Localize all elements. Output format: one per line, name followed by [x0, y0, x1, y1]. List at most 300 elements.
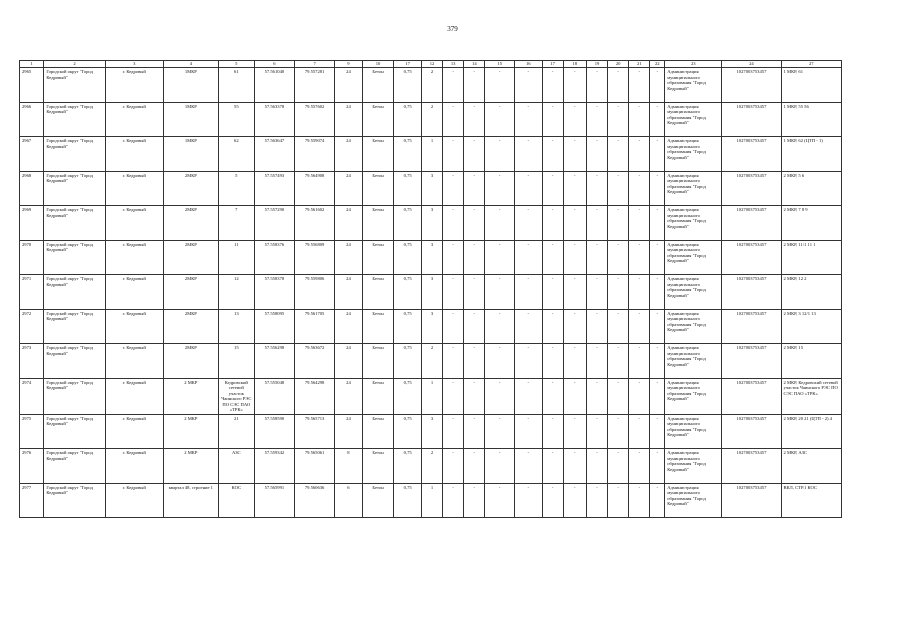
empty-value-cell: - — [608, 449, 629, 484]
latitude-cell: 57.558590 — [254, 414, 294, 449]
longitude-cell: 79.559074 — [295, 137, 335, 172]
table-row — [20, 137, 842, 172]
area-cell: 24 — [335, 309, 363, 344]
column-header: 15 — [485, 61, 515, 68]
column-header: 5 — [218, 61, 254, 68]
empty-value-cell: - — [485, 68, 515, 103]
district-cell: Городской округ "Город Кедровый" — [44, 240, 105, 275]
empty-value-cell: - — [608, 414, 629, 449]
location-cell: 2МКР — [163, 309, 218, 344]
row-number-cell: 2972 — [20, 309, 44, 344]
empty-value-cell: - — [586, 275, 607, 310]
longitude-cell: 79.556809 — [295, 240, 335, 275]
empty-value-cell: - — [629, 378, 650, 414]
object-cell: 61 — [218, 68, 254, 103]
empty-value-cell: - — [443, 344, 464, 379]
owner-cell: Администрация муниципального образования "Город Кедровый" — [665, 449, 722, 484]
owner-cell: Администрация муниципального образования "Город Кедровый" — [665, 309, 722, 344]
owner-cell: Администрация муниципального образования "Город Кедровый" — [665, 206, 722, 241]
empty-value-cell: - — [608, 240, 629, 275]
latitude-cell: 57.563647 — [254, 137, 294, 172]
empty-value-cell: - — [542, 171, 563, 206]
empty-value-cell: - — [464, 309, 485, 344]
district-cell: Городской округ "Город Кедровый" — [44, 449, 105, 484]
location-cell: 1МКР — [163, 137, 218, 172]
empty-value-cell: - — [586, 378, 607, 414]
empty-value-cell: - — [485, 206, 515, 241]
empty-value-cell: - — [629, 206, 650, 241]
empty-value-cell: - — [650, 68, 665, 103]
material-cell: Бетон — [362, 378, 394, 414]
area-cell: 24 — [335, 414, 363, 449]
ogrn-cell: 1027003753457 — [722, 275, 781, 310]
city-cell: г. Кедровый — [105, 414, 163, 449]
empty-value-cell: - — [586, 68, 607, 103]
empty-value-cell: - — [608, 309, 629, 344]
empty-value-cell: - — [650, 378, 665, 414]
object-cell: 62 — [218, 137, 254, 172]
district-cell: Городской округ "Город Кедровый" — [44, 483, 105, 518]
table-row — [20, 309, 842, 344]
object-cell: Кедровский сетевой участок Чаинского РЭС ПО СЭС ПАО «ТРК» — [218, 378, 254, 414]
ogrn-cell: 1027003753457 — [722, 378, 781, 414]
served-address-cell: 1 МКР, 55 56 — [781, 102, 841, 137]
city-cell: г. Кедровый — [105, 206, 163, 241]
object-cell: 11 — [218, 240, 254, 275]
container-count-cell: 3 — [421, 275, 442, 310]
longitude-cell: 79.561705 — [295, 309, 335, 344]
empty-value-cell: - — [542, 309, 563, 344]
owner-cell: Администрация муниципального образования "Город Кедровый" — [665, 137, 722, 172]
empty-value-cell: - — [443, 137, 464, 172]
container-count-cell: 3 — [421, 309, 442, 344]
area-cell: 24 — [335, 344, 363, 379]
empty-value-cell: - — [515, 483, 543, 518]
material-cell: Бетон — [362, 240, 394, 275]
empty-value-cell: - — [464, 483, 485, 518]
area-cell: 24 — [335, 206, 363, 241]
empty-value-cell: - — [542, 68, 563, 103]
page-number: 379 — [447, 25, 458, 33]
row-number-cell: 2969 — [20, 206, 44, 241]
column-header: 1 — [20, 61, 44, 68]
object-cell: 21 — [218, 414, 254, 449]
area-cell: 24 — [335, 378, 363, 414]
served-address-cell: 1 МКР, 62 (ЦТП - 1) — [781, 137, 841, 172]
volume-cell: 0,75 — [394, 414, 422, 449]
material-cell: Бетон — [362, 206, 394, 241]
empty-value-cell: - — [629, 414, 650, 449]
location-cell: квартал 48, строение 1 — [163, 483, 218, 518]
location-cell: 2 МКР — [163, 449, 218, 484]
location-cell: 2 МКР — [163, 378, 218, 414]
ogrn-cell: 1027003753457 — [722, 206, 781, 241]
container-count-cell: 3 — [421, 171, 442, 206]
object-cell: КОС — [218, 483, 254, 518]
material-cell: Бетон — [362, 137, 394, 172]
latitude-cell: 57.558376 — [254, 240, 294, 275]
empty-value-cell: - — [485, 240, 515, 275]
district-cell: Городской округ "Город Кедровый" — [44, 275, 105, 310]
empty-value-cell: - — [515, 68, 543, 103]
empty-value-cell: - — [608, 378, 629, 414]
empty-value-cell: - — [443, 68, 464, 103]
column-header: 16 — [515, 61, 543, 68]
empty-value-cell: - — [443, 171, 464, 206]
object-cell: 12 — [218, 275, 254, 310]
latitude-cell: 57.557290 — [254, 206, 294, 241]
empty-value-cell: - — [563, 68, 586, 103]
longitude-cell: 79.565061 — [295, 449, 335, 484]
empty-value-cell: - — [485, 483, 515, 518]
area-cell: 24 — [335, 240, 363, 275]
column-header: 3 — [105, 61, 163, 68]
empty-value-cell: - — [629, 171, 650, 206]
location-cell: 2МКР — [163, 171, 218, 206]
empty-value-cell: - — [515, 102, 543, 137]
row-number-cell: 2966 — [20, 102, 44, 137]
latitude-cell: 57.561040 — [254, 68, 294, 103]
table-row — [20, 240, 842, 275]
empty-value-cell: - — [515, 309, 543, 344]
container-count-cell: 2 — [421, 449, 442, 484]
owner-cell: Администрация муниципального образования "Город Кедровый" — [665, 344, 722, 379]
empty-value-cell: - — [608, 102, 629, 137]
city-cell: г. Кедровый — [105, 171, 163, 206]
table-row — [20, 449, 842, 484]
empty-value-cell: - — [563, 449, 586, 484]
empty-value-cell: - — [542, 102, 563, 137]
table-row — [20, 171, 842, 206]
city-cell: г. Кедровый — [105, 309, 163, 344]
empty-value-cell: - — [542, 275, 563, 310]
latitude-cell: 57.565991 — [254, 483, 294, 518]
latitude-cell: 57.559342 — [254, 449, 294, 484]
empty-value-cell: - — [629, 275, 650, 310]
material-cell: Бетон — [362, 483, 394, 518]
empty-value-cell: - — [515, 206, 543, 241]
owner-cell: Администрация муниципального образования "Город Кедровый" — [665, 414, 722, 449]
district-cell: Городской округ "Город Кедровый" — [44, 206, 105, 241]
empty-value-cell: - — [650, 483, 665, 518]
owner-cell: Администрация муниципального образования "Город Кедровый" — [665, 483, 722, 518]
column-header: 21 — [629, 61, 650, 68]
empty-value-cell: - — [515, 171, 543, 206]
empty-value-cell: - — [563, 414, 586, 449]
empty-value-cell: - — [650, 102, 665, 137]
ogrn-cell: 1027003753457 — [722, 483, 781, 518]
location-cell: 2МКР — [163, 240, 218, 275]
volume-cell: 0,75 — [394, 449, 422, 484]
empty-value-cell: - — [563, 171, 586, 206]
column-header: 6 — [254, 61, 294, 68]
container-count-cell: 1 — [421, 137, 442, 172]
empty-value-cell: - — [608, 137, 629, 172]
table-row — [20, 344, 842, 379]
city-cell: г. Кедровый — [105, 68, 163, 103]
owner-cell: Администрация муниципального образования "Город Кедровый" — [665, 171, 722, 206]
location-cell: 2МКР — [163, 275, 218, 310]
column-header: 23 — [665, 61, 722, 68]
city-cell: г. Кедровый — [105, 275, 163, 310]
column-header: 2 — [44, 61, 105, 68]
empty-value-cell: - — [608, 483, 629, 518]
row-number-cell: 2968 — [20, 171, 44, 206]
empty-value-cell: - — [563, 102, 586, 137]
volume-cell: 0,75 — [394, 68, 422, 103]
empty-value-cell: - — [542, 449, 563, 484]
empty-value-cell: - — [563, 378, 586, 414]
row-number-cell: 2970 — [20, 240, 44, 275]
column-header: 4 — [163, 61, 218, 68]
longitude-cell: 79.564908 — [295, 171, 335, 206]
served-address-cell: 2 МКР, Кедровский сетевой участок Чаинского РЭС ПО СЭС ПАО «ТРК» — [781, 378, 841, 414]
container-count-cell: 2 — [421, 344, 442, 379]
empty-value-cell: - — [608, 206, 629, 241]
longitude-cell: 79.560636 — [295, 483, 335, 518]
owner-cell: Администрация муниципального образования "Город Кедровый" — [665, 275, 722, 310]
empty-value-cell: - — [650, 171, 665, 206]
column-header: 13 — [443, 61, 464, 68]
empty-value-cell: - — [586, 309, 607, 344]
table-body — [20, 68, 842, 518]
area-cell: 6 — [335, 483, 363, 518]
district-cell: Городской округ "Город Кедровый" — [44, 378, 105, 414]
object-cell: 55 — [218, 102, 254, 137]
header-row — [20, 61, 842, 68]
location-cell: 2МКР — [163, 206, 218, 241]
object-cell: 15 — [218, 344, 254, 379]
row-number-cell: 2973 — [20, 344, 44, 379]
empty-value-cell: - — [485, 378, 515, 414]
owner-cell: Администрация муниципального образования "Город Кедровый" — [665, 378, 722, 414]
empty-value-cell: - — [650, 206, 665, 241]
column-header: 24 — [722, 61, 781, 68]
row-number-cell: 2971 — [20, 275, 44, 310]
column-header: 17 — [394, 61, 422, 68]
empty-value-cell: - — [563, 344, 586, 379]
empty-value-cell: - — [608, 275, 629, 310]
area-cell: 24 — [335, 68, 363, 103]
empty-value-cell: - — [650, 309, 665, 344]
container-count-cell: 1 — [421, 483, 442, 518]
city-cell: г. Кедровый — [105, 137, 163, 172]
longitude-cell: 79.561602 — [295, 206, 335, 241]
empty-value-cell: - — [464, 206, 485, 241]
city-cell: г. Кедровый — [105, 344, 163, 379]
ogrn-cell: 1027003753457 — [722, 414, 781, 449]
empty-value-cell: - — [464, 449, 485, 484]
served-address-cell: 2 МКР, 5 6 — [781, 171, 841, 206]
object-cell: 5 — [218, 171, 254, 206]
empty-value-cell: - — [586, 344, 607, 379]
latitude-cell: 57.555048 — [254, 378, 294, 414]
volume-cell: 0,75 — [394, 309, 422, 344]
location-cell: 1МКР — [163, 102, 218, 137]
empty-value-cell: - — [485, 449, 515, 484]
volume-cell: 0,75 — [394, 483, 422, 518]
column-header: 9 — [335, 61, 363, 68]
empty-value-cell: - — [485, 137, 515, 172]
empty-value-cell: - — [586, 449, 607, 484]
empty-value-cell: - — [485, 344, 515, 379]
row-number-cell: 2974 — [20, 378, 44, 414]
owner-cell: Администрация муниципального образования "Город Кедровый" — [665, 240, 722, 275]
empty-value-cell: - — [608, 68, 629, 103]
district-cell: Городской округ "Город Кедровый" — [44, 137, 105, 172]
latitude-cell: 57.563378 — [254, 102, 294, 137]
container-count-cell: 3 — [421, 206, 442, 241]
empty-value-cell: - — [464, 275, 485, 310]
served-address-cell: 2 МКР, 3 12/1 13 — [781, 309, 841, 344]
ogrn-cell: 1027003753457 — [722, 137, 781, 172]
ogrn-cell: 1027003753457 — [722, 102, 781, 137]
empty-value-cell: - — [464, 414, 485, 449]
column-header: 17 — [542, 61, 563, 68]
city-cell: г. Кедровый — [105, 378, 163, 414]
empty-value-cell: - — [443, 414, 464, 449]
material-cell: Бетон — [362, 414, 394, 449]
ogrn-cell: 1027003753457 — [722, 344, 781, 379]
served-address-cell: 2 МКР, 15 — [781, 344, 841, 379]
empty-value-cell: - — [563, 309, 586, 344]
empty-value-cell: - — [563, 483, 586, 518]
empty-value-cell: - — [563, 206, 586, 241]
volume-cell: 0,75 — [394, 102, 422, 137]
empty-value-cell: - — [629, 449, 650, 484]
empty-value-cell: - — [586, 206, 607, 241]
empty-value-cell: - — [629, 102, 650, 137]
empty-value-cell: - — [515, 414, 543, 449]
material-cell: Бетон — [362, 102, 394, 137]
served-address-cell: 2 МКР, 7 8 9 — [781, 206, 841, 241]
empty-value-cell: - — [515, 137, 543, 172]
column-header: 14 — [464, 61, 485, 68]
volume-cell: 0,75 — [394, 275, 422, 310]
empty-value-cell: - — [586, 483, 607, 518]
empty-value-cell: - — [650, 414, 665, 449]
empty-value-cell: - — [464, 171, 485, 206]
empty-value-cell: - — [515, 344, 543, 379]
empty-value-cell: - — [443, 275, 464, 310]
location-cell: 2МКР — [163, 344, 218, 379]
area-cell: 24 — [335, 275, 363, 310]
empty-value-cell: - — [608, 344, 629, 379]
empty-value-cell: - — [515, 378, 543, 414]
column-header: 22 — [650, 61, 665, 68]
empty-value-cell: - — [629, 137, 650, 172]
empty-value-cell: - — [485, 275, 515, 310]
empty-value-cell: - — [443, 449, 464, 484]
empty-value-cell: - — [542, 137, 563, 172]
empty-value-cell: - — [443, 378, 464, 414]
empty-value-cell: - — [586, 240, 607, 275]
row-number-cell: 2975 — [20, 414, 44, 449]
row-number-cell: 2967 — [20, 137, 44, 172]
column-header: 7 — [295, 61, 335, 68]
empty-value-cell: - — [515, 240, 543, 275]
empty-value-cell: - — [464, 344, 485, 379]
empty-value-cell: - — [485, 414, 515, 449]
empty-value-cell: - — [464, 137, 485, 172]
object-cell: 13 — [218, 309, 254, 344]
served-address-cell: 2 МКР, 12 2 — [781, 275, 841, 310]
column-header: 20 — [608, 61, 629, 68]
empty-value-cell: - — [650, 275, 665, 310]
container-count-cell: 1 — [421, 378, 442, 414]
longitude-cell: 79.563672 — [295, 344, 335, 379]
empty-value-cell: - — [586, 137, 607, 172]
column-header: 27 — [781, 61, 841, 68]
object-cell: 7 — [218, 206, 254, 241]
column-header: 10 — [362, 61, 394, 68]
location-cell: 2 МКР — [163, 414, 218, 449]
empty-value-cell: - — [542, 483, 563, 518]
empty-value-cell: - — [650, 449, 665, 484]
empty-value-cell: - — [629, 344, 650, 379]
empty-value-cell: - — [464, 102, 485, 137]
empty-value-cell: - — [542, 240, 563, 275]
empty-value-cell: - — [586, 102, 607, 137]
empty-value-cell: - — [443, 102, 464, 137]
material-cell: Бетон — [362, 344, 394, 379]
area-cell: 24 — [335, 102, 363, 137]
empty-value-cell: - — [629, 309, 650, 344]
latitude-cell: 57.556298 — [254, 344, 294, 379]
empty-value-cell: - — [542, 378, 563, 414]
empty-value-cell: - — [443, 309, 464, 344]
area-cell: 24 — [335, 137, 363, 172]
material-cell: Бетон — [362, 309, 394, 344]
longitude-cell: 79.557602 — [295, 102, 335, 137]
area-cell: 8 — [335, 449, 363, 484]
empty-value-cell: - — [443, 240, 464, 275]
area-cell: 24 — [335, 171, 363, 206]
district-cell: Городской округ "Город Кедровый" — [44, 102, 105, 137]
location-cell: 1МКР — [163, 68, 218, 103]
empty-value-cell: - — [629, 483, 650, 518]
empty-value-cell: - — [629, 240, 650, 275]
district-cell: Городской округ "Город Кедровый" — [44, 68, 105, 103]
latitude-cell: 57.557493 — [254, 171, 294, 206]
register-table — [19, 60, 842, 518]
volume-cell: 0,75 — [394, 171, 422, 206]
empty-value-cell: - — [464, 68, 485, 103]
empty-value-cell: - — [464, 378, 485, 414]
container-count-cell: 2 — [421, 68, 442, 103]
ogrn-cell: 1027003753457 — [722, 68, 781, 103]
empty-value-cell: - — [563, 275, 586, 310]
table-row — [20, 68, 842, 103]
empty-value-cell: - — [515, 275, 543, 310]
served-address-cell: 1 МКР, 61 — [781, 68, 841, 103]
table-row — [20, 483, 842, 518]
container-count-cell: 3 — [421, 240, 442, 275]
served-address-cell: ВКЛ, СТР.1 КОС — [781, 483, 841, 518]
city-cell: г. Кедровый — [105, 449, 163, 484]
empty-value-cell: - — [650, 240, 665, 275]
longitude-cell: 79.564298 — [295, 378, 335, 414]
latitude-cell: 57.558095 — [254, 309, 294, 344]
empty-value-cell: - — [515, 449, 543, 484]
district-cell: Городской округ "Город Кедровый" — [44, 414, 105, 449]
longitude-cell: 79.559806 — [295, 275, 335, 310]
container-count-cell: 2 — [421, 102, 442, 137]
empty-value-cell: - — [542, 414, 563, 449]
district-cell: Городской округ "Город Кедровый" — [44, 171, 105, 206]
material-cell: Бетон — [362, 171, 394, 206]
empty-value-cell: - — [485, 309, 515, 344]
